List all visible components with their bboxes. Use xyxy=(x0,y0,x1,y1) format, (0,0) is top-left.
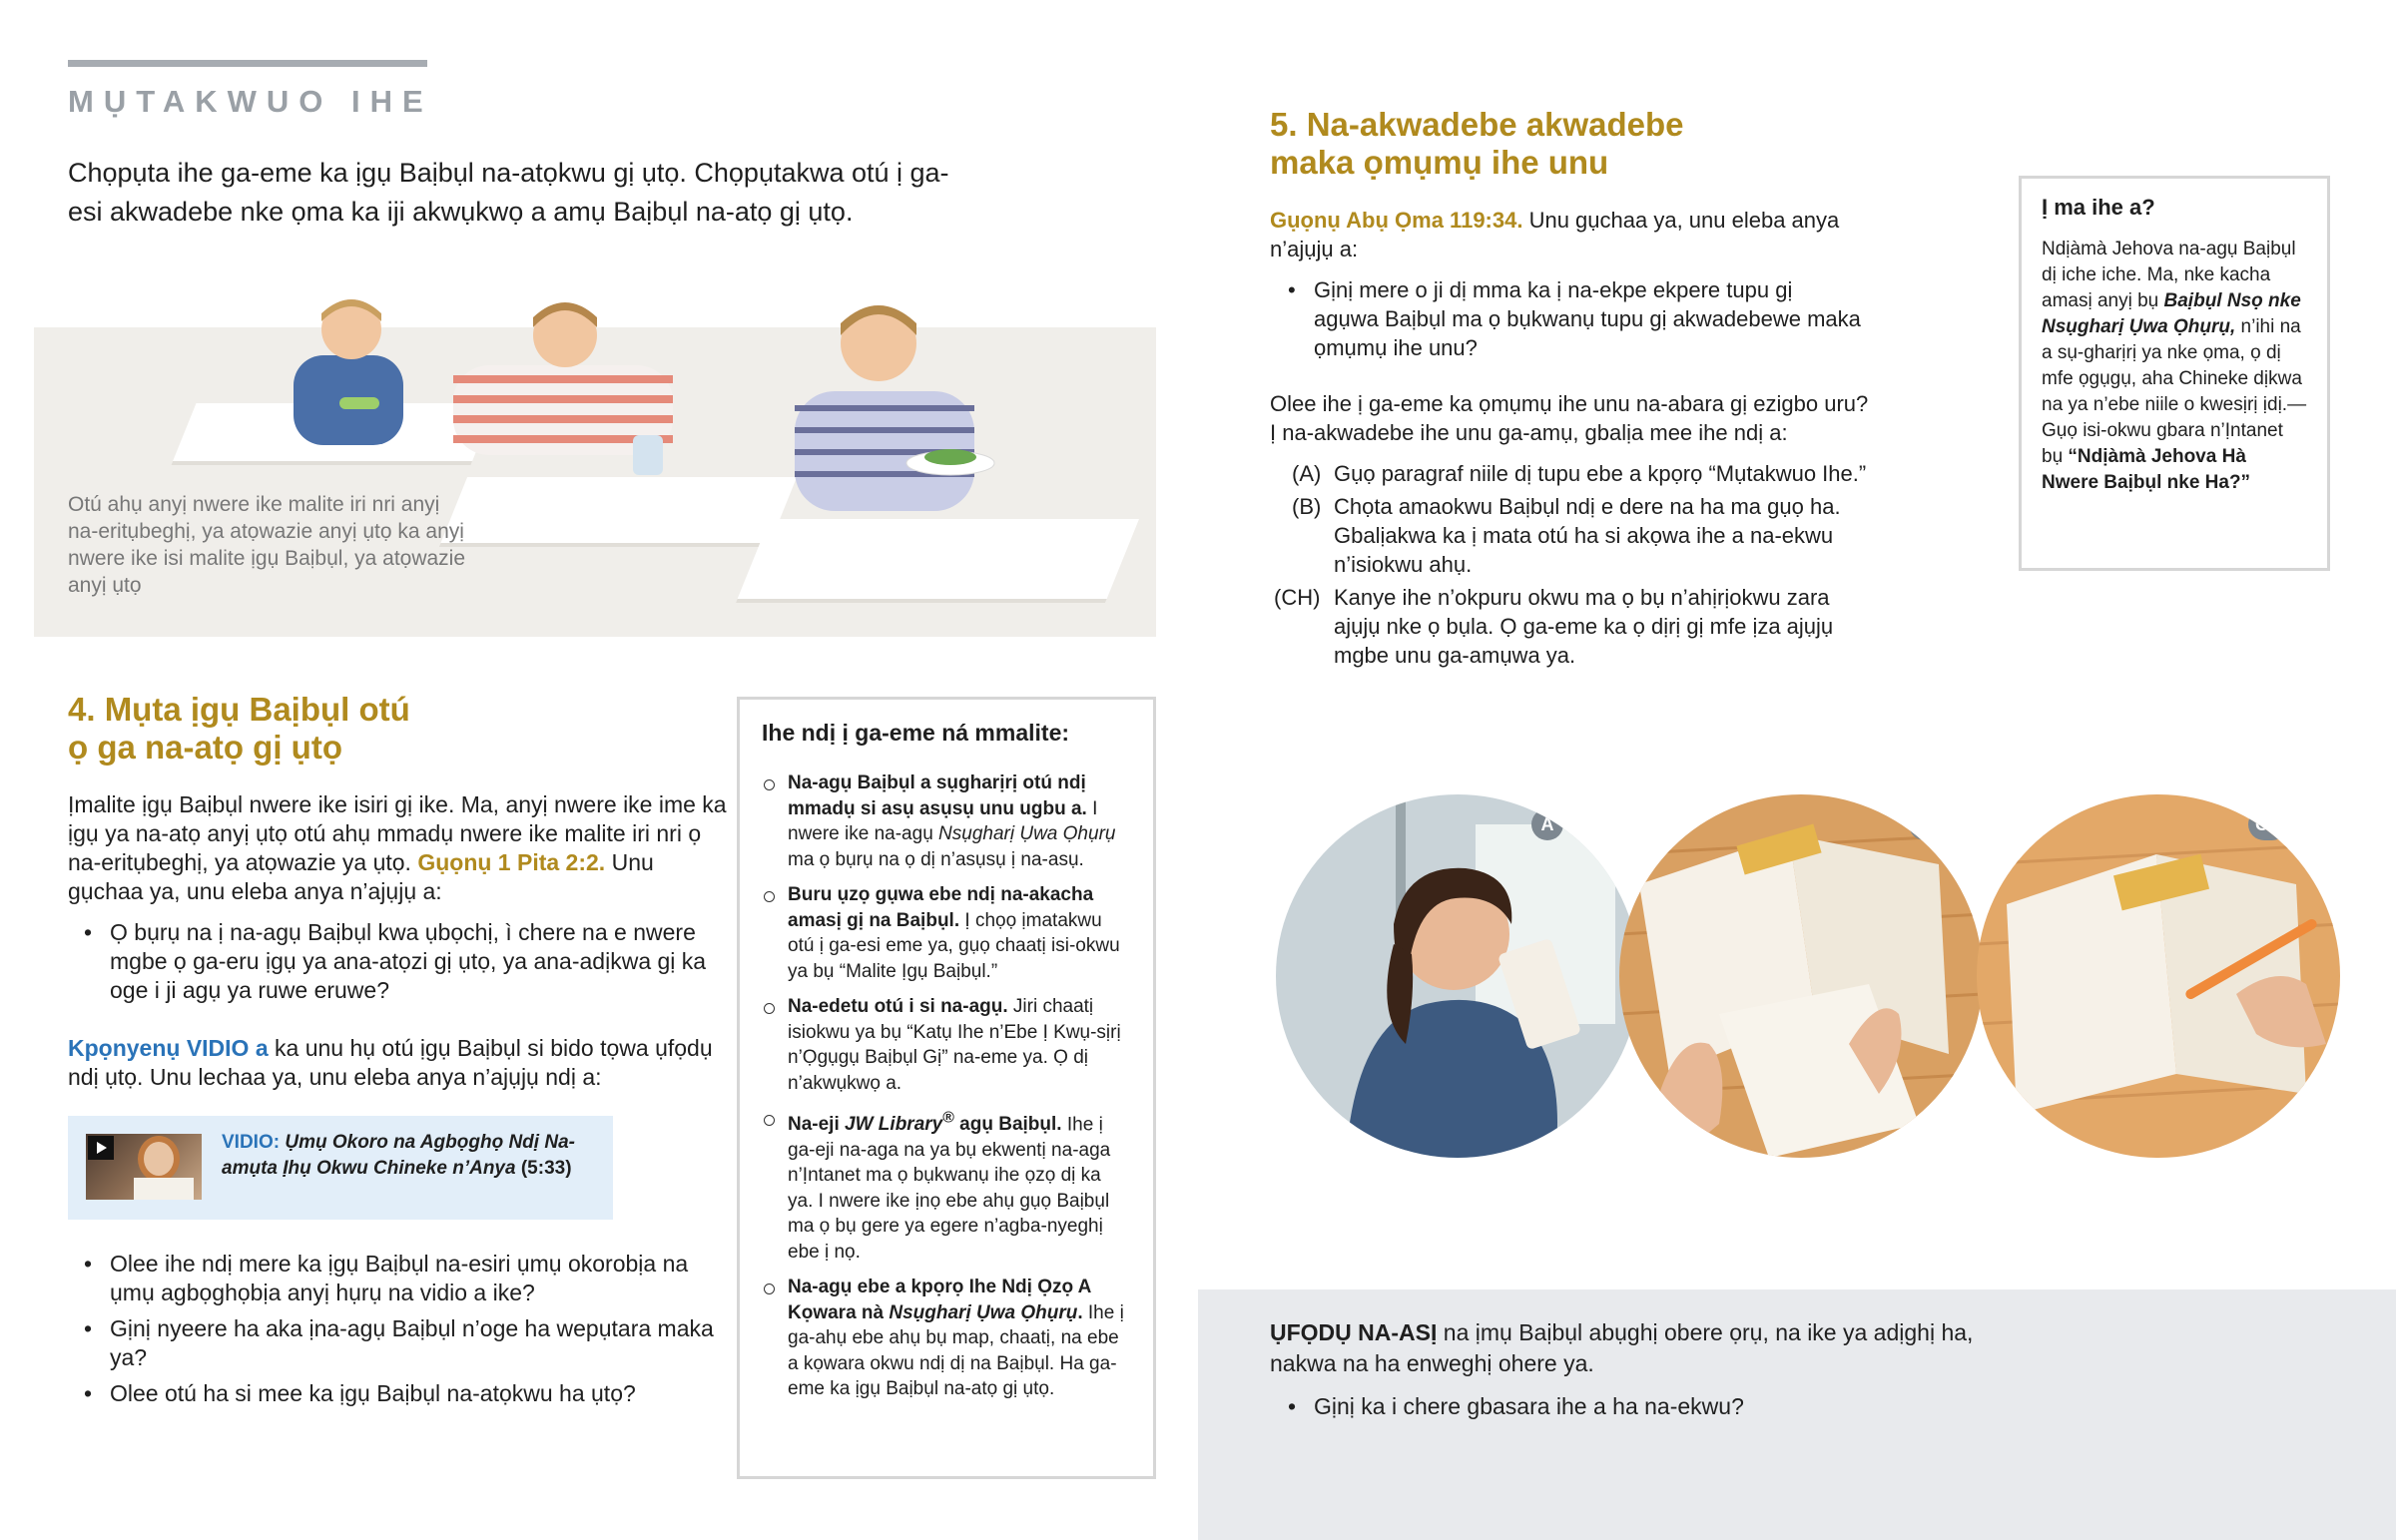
section-5-question-list xyxy=(1284,275,1863,362)
tip-item: Buru ụzọ gụwa ebe ndị na-akacha amasị gị na Baịbụl. Ị chọọ ịmatakwu otú ị ga-esi eme ya, gụọ chaatị isi-okwu ya bụ “Malite Ịgụ Baịbụl.” xyxy=(762,882,1131,984)
list-item: • Olee otú ha si mee ka ịgụ Baịbụl na-atọkwu ha ụtọ? xyxy=(80,1379,719,1408)
play-icon[interactable] xyxy=(88,1136,114,1160)
info-title: Ị ma ihe a? xyxy=(2042,195,2155,220)
option-a: (A) Gụọ paragraf niile dị tupu ebe a kpọrọ “Mụtakwuo Ihe.” xyxy=(1292,461,1867,486)
tip-item: Na-agụ Baịbụl a sụgharịrị otú ndị mmadụ si asụ asụsụ unu ugbu a. I nwere ike na-agụ Nsụgharị Ụwa Ọhụrụ ma ọ bụrụ na ọ dị n’asụsụ ị na-asụ. xyxy=(762,770,1131,872)
video-card[interactable] xyxy=(68,1116,613,1220)
preparation-options xyxy=(1270,459,1869,674)
video-question-list xyxy=(80,1250,719,1415)
boy-enjoying-image xyxy=(773,281,1002,521)
tip-item: Na-edetu otú i si na-agụ. Jiri chaatị isiokwu ya bụ “Katụ Ihe n’Ebe Ị Kwụ-sịrị n’Ọgụgụ Baịbụl Gị” na-eme ya. Ọ dị n’akwụkwọ a. xyxy=(762,994,1131,1096)
bottom-question-list xyxy=(1284,1391,2043,1422)
boy-tasting-image xyxy=(433,279,693,479)
circle-image-ch xyxy=(1977,794,2340,1158)
tips-sidebar xyxy=(737,697,1156,1479)
video-instruction: Kpọnyenụ VIDIO a ka unu hụ otú ịgụ Baịbụl si bido tọwa ụfọdụ ndị ụtọ. Unu lechaa ya, unu eleba anya n’ajụjụ ndị a: xyxy=(68,1035,713,1090)
tip-item: Na-eji JW Library® agụ Baịbụl. Ihe ị ga-eji na-aga na ya bụ ekwentị na-aga n’Ịntanet ma ọ bụkwanụ ihe ọzọ dị ka ya. I nwere ike ịnọ ebe ahụ gụọ Baịbụl ma ọ bụ gere ya egere n’agba-nyeghị ebe ị nọ. xyxy=(762,1106,1131,1265)
intro-paragraph: Chọpụta ihe ga-eme ka ịgụ Baịbụl na-atọkwu gị ụtọ. Chọpụtakwa otú ị ga-esi akwadebe nke ọma ka iji akwụkwọ a amụ Baịbụl na-atọ gị ụtọ. xyxy=(68,158,949,227)
video-link[interactable]: Kpọnyenụ VIDIO a xyxy=(68,1035,269,1061)
illustration-caption: Otú ahụ anyị nwere ike malite iri nri anyị na-eritụbeghị, ya atọwazie anyị ụtọ ka anyị nwere ike isi malite ịgụ Baịbụl, ya atọwazie anyị ụtọ xyxy=(68,493,466,597)
section-4-question-list xyxy=(80,918,719,1005)
section-divider-bar xyxy=(68,60,427,67)
scripture-link-psalm[interactable]: Gụọnụ Abụ Ọma 119:34. xyxy=(1270,208,1523,233)
option-ch: (CH) Kanye ihe n’okpuru okwu ma ọ bụ n’ahịrịokwu zara ajụjụ nke ọ bụla. Ọ ga-eme ka ọ dịrị gị mfe ịza ajụjụ mgbe unu ga-amụwa ya. xyxy=(1274,585,1834,668)
bottom-statement: ỤFỌDỤ NA-ASỊ na ịmụ Baịbụl abụghị obere ọrụ, na ike ya adịghị ha, nakwa na ha enweghị ohere ya. xyxy=(1270,1319,1974,1376)
boy-reluctant-image xyxy=(254,285,453,455)
info-link[interactable]: “Ndịàmà Jehova Hà Nwere Baịbụl nke Ha?” xyxy=(2042,446,2251,493)
section-title: MỤTAKWUO IHE xyxy=(68,84,433,119)
section-5-reference: Gụọnụ Abụ Ọma 119:34. Unu gụchaa ya, unu eleba anya n’ajụjụ a: xyxy=(1270,208,1840,261)
option-b: (B) Chọta amaokwu Baịbụl ndị e dere na ha ma gụọ ha. Gbalịakwa ka ị mata otú ha si akọwa ihe a na-ekwu n’isiokwu ahụ. xyxy=(1292,494,1841,577)
section-5-heading: 5. Na-akwadebe akwadebe maka ọmụmụ ihe unu xyxy=(1270,106,1684,181)
did-you-know-box xyxy=(2019,176,2330,571)
badge-ch: CH xyxy=(2248,808,2288,840)
badge-a: A xyxy=(1531,808,1563,840)
list-item: • Gịnị mere o ji dị mma ka ị na-ekpe ekpere tupu gị agụwa Baịbụl ma ọ bụkwanụ tupu gị akwadebewe maka ọmụmụ ihe unu? xyxy=(1284,275,1863,362)
badge-b: B xyxy=(1909,808,1941,840)
info-body: Ndịàmà Jehova na-agụ Baịbụl dị iche iche. Ma, nke kacha amasị anyị bụ Baịbụl Nsọ nke Nsụgharị Ụwa Ọhụrụ, n’ihi na a sụ-gharịrị ya nke ọma, ọ dị mfe ọgụgụ, aha Chineke dịkwa na ya n’ebe niile o kwesịrị ịdị.—Gụọ isi-okwu gbara n’Ịntanet bụ “Ndịàmà Jehova Hà Nwere Baịbụl nke Ha?” xyxy=(2042,239,2307,493)
circle-image-b xyxy=(1619,794,1983,1158)
section-5-paragraph: Olee ihe ị ga-eme ka ọmụmụ ihe unu na-abara gị ezigbo uru? Ị na-akwadebe ihe unu ga-amụ, gbalịa mee ihe ndị a: xyxy=(1270,391,1869,445)
section-4-paragraph: Ịmalite ịgụ Baịbụl nwere ike isiri gị ike. Ma, anyị nwere ike ime ka ịgụ ya na-atọ anyị ụtọ otú ahụ mmadụ nwere ike malite iri nri ọ na-eritụbeghị, ya atọwazie ya ụtọ. Gụọnụ 1 Pita 2:2. Unu gụchaa ya, unu eleba anya n’ajụjụ a: xyxy=(68,791,727,904)
tip-item: Na-agụ ebe a kpọrọ Ihe Ndị Ọzọ A Kọwara nà Nsụgharị Ụwa Ọhụrụ. Ihe ị ga-ahụ ebe ahụ bụ map, chaatị, na ebe a kọwara okwu ndị dị na Baịbụl. Ha ga-eme ka ịgụ Baịbụl na-atọ gị ụtọ. xyxy=(762,1275,1131,1402)
sidebar-title: Ihe ndị ị ga-eme ná mmalite: xyxy=(762,720,1070,746)
video-title[interactable]: VIDIO: Ụmụ Okoro na Agbọghọ Ndị Na-amụta Ịhụ Okwu Chineke n’Anya (5:33) xyxy=(222,1132,575,1179)
list-item: • Olee ihe ndị mere ka ịgụ Baịbụl na-esiri ụmụ okorobịa na ụmụ agbọghọbịa anyị hụrụ na vidio a ike? xyxy=(80,1250,719,1307)
scripture-link-1-peter[interactable]: Gụọnụ 1 Pita 2:2. xyxy=(417,849,606,875)
list-item: • Ọ bụrụ na ị na-agụ Baịbụl kwa ụbọchị, ì chere na e nwere mgbe ọ ga-eru ịgụ ya ana-atọzi gị ụtọ, ya ana-adịkwa gị ka oge i ji agụ ya ruwe eruwe? xyxy=(80,918,719,1005)
list-item: • Gịnị ka i chere gbasara ihe a ha na-ekwu? xyxy=(1284,1391,2043,1422)
section-4-heading: 4. Mụta ịgụ Baịbụl otú ọ ga na-atọ gị ụtọ xyxy=(68,691,410,766)
circle-image-a xyxy=(1276,794,1639,1158)
list-item: • Gịnị nyeere ha aka ịna-agụ Baịbụl n’oge ha wepụtara maka ya? xyxy=(80,1314,719,1372)
